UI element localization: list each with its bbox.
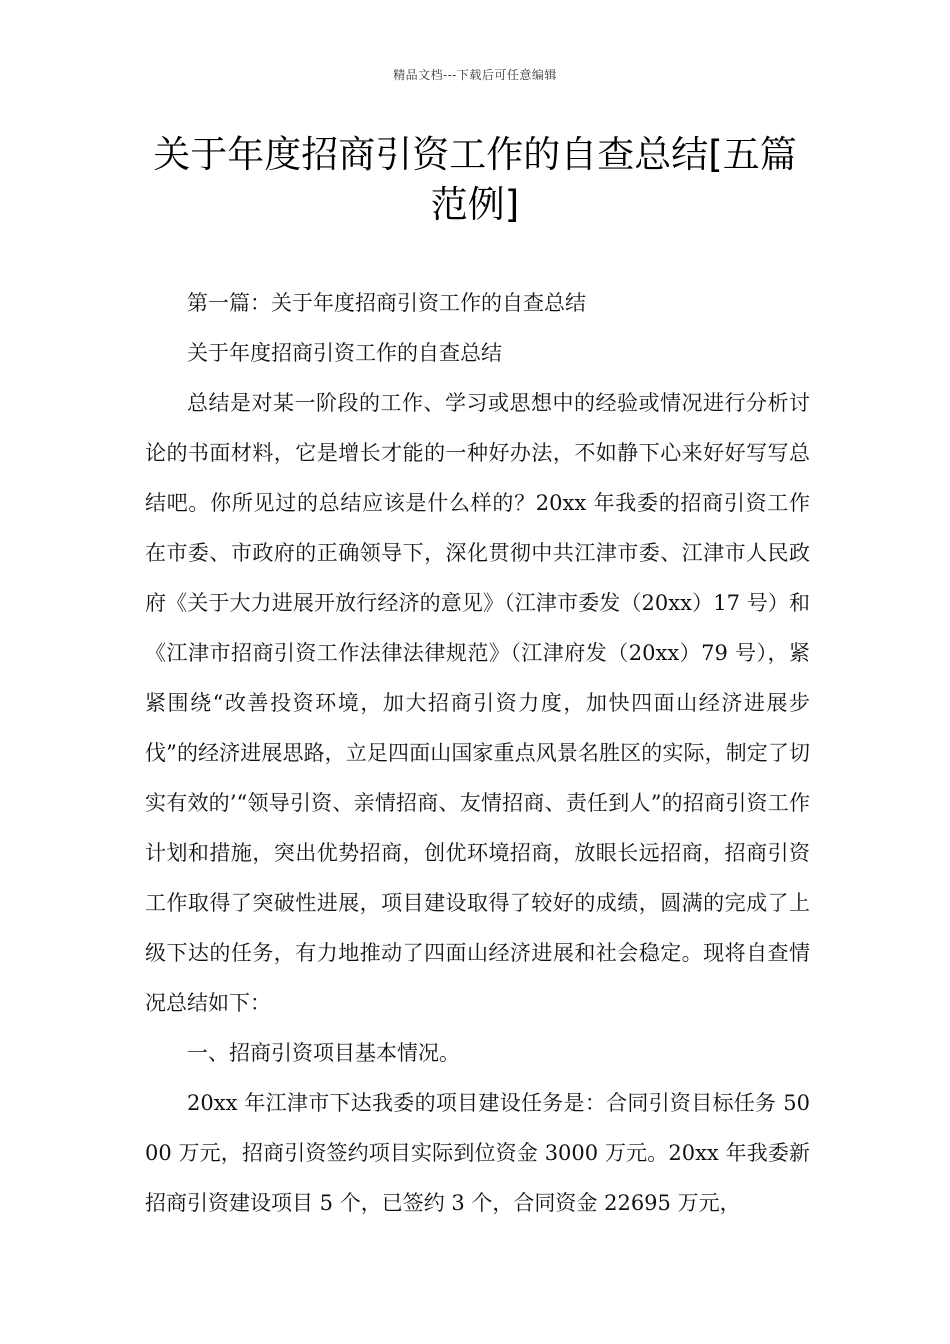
- body-paragraph: 总结是对某一阶段的工作、学习或思想中的经验或情况进行分析讨论的书面材料，它是增长才能的一种好办法，不如静下心来好好写写总结吧。你所见过的总结应该是什么样的？20xx 年我委的招商引资工作在市委、市政府的正确领导下，深化贯彻中共江津市委、江津市人民政府《关于大力进展开放行经济的意见》（江津市委发（20xx）17 号）和《江津市招商引资工作法律法律规范》（江津府发（20xx）79 号），紧紧围绕“改善投资环境，加大招商引资力度，加快四面山经济进展步伐”的经济进展思路，立足四面山国家重点风景名胜区的实际，制定了切实有效的’“领导引资、亲情招商、友情招商、责任到人”的招商引资工作计划和措施，突出优势招商，创优环境招商，放眼长远招商，招商引资工作取得了突破性进展，项目建设取得了较好的成绩，圆满的完成了上级下达的任务，有力地推动了四面山经济进展和社会稳定。现将自查情况总结如下：: [145, 391, 810, 1015]
- body-paragraph: 20xx 年江津市下达我委的项目建设任务是：合同引资目标任务 5000 万元，招商引资签约项目实际到位资金 3000 万元。20xx 年我委新招商引资建设项目 5 个，已签约 3 个，合同资金 22695 万元，: [145, 1091, 810, 1215]
- header-note: 精品文档---下载后可任意编辑: [393, 68, 557, 82]
- subtitle: 关于年度招商引资工作的自查总结: [187, 341, 502, 365]
- document-body: [145, 278, 810, 1228]
- document-title: 关于年度招商引资工作的自查总结[五篇范例]: [153, 133, 797, 226]
- section-heading: 第一篇：关于年度招商引资工作的自查总结: [187, 291, 586, 315]
- section-heading: 一、招商引资项目基本情况。: [187, 1041, 460, 1065]
